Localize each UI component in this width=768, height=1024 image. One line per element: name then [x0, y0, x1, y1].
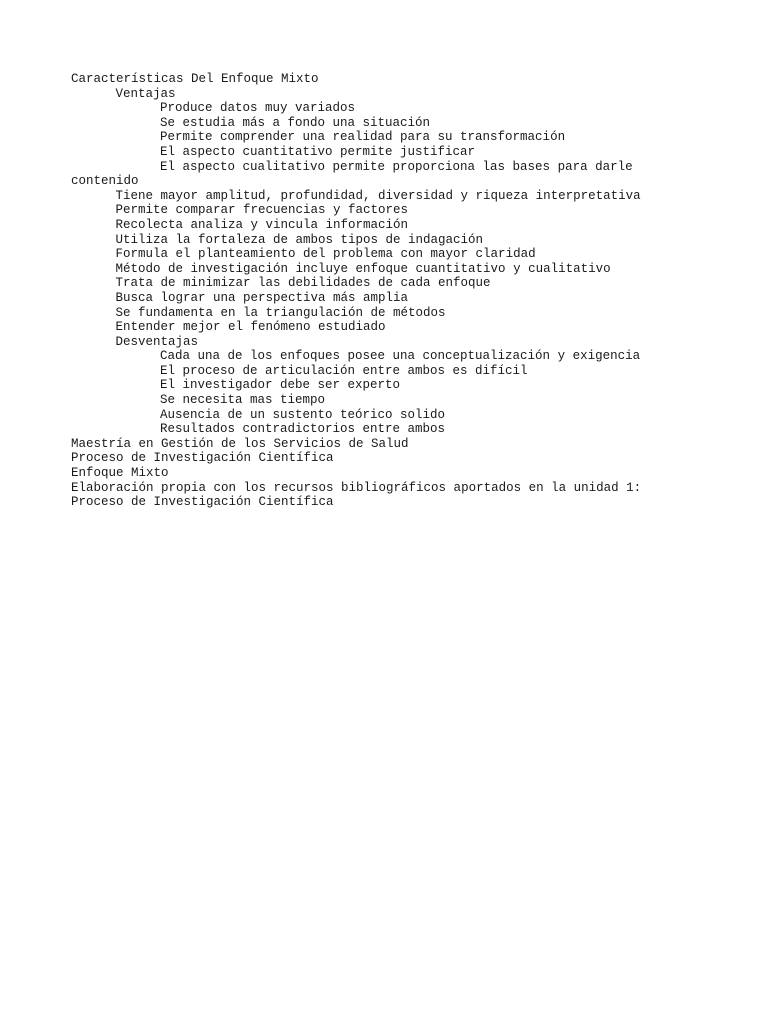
ventaja-item: Utiliza la fortaleza de ambos tipos de indagación: [115, 232, 484, 247]
desventaja-item: Se necesita mas tiempo: [160, 393, 326, 408]
ventaja-item: Se fundamenta en la triangulación de métodos: [115, 305, 446, 320]
footer-line: Maestría en Gestión de los Servicios de Salud: [71, 436, 409, 451]
document-page: [71, 72, 711, 510]
ventaja-item: Método de investigación incluye enfoque cuantitativo y cualitativo: [115, 261, 611, 276]
ventaja-item: Recolecta analiza y vincula información: [115, 217, 409, 232]
desventaja-item: El proceso de articulación entre ambos es difícil: [160, 363, 528, 378]
ventaja-sub-item: Produce datos muy variados: [160, 101, 356, 116]
ventaja-sub-item: El aspecto cuantitativo permite justificar: [160, 144, 476, 159]
ventaja-item: Entender mejor el fenómeno estudiado: [115, 320, 386, 335]
ventaja-item: Tiene mayor amplitud, profundidad, diversidad y riqueza interpretativa: [115, 188, 641, 203]
desventaja-item: Resultados contradictorios entre ambos: [160, 422, 446, 437]
footer-line: Enfoque Mixto: [71, 466, 169, 481]
document-title: Características Del Enfoque Mixto: [71, 72, 319, 86]
desventajas-heading: Desventajas: [115, 334, 199, 349]
ventajas-heading: Ventajas: [115, 86, 176, 101]
wrapped-continuation: contenido: [71, 174, 139, 189]
footer-line: Proceso de Investigación Científica: [71, 451, 334, 466]
ventaja-sub-item: Permite comprender una realidad para su transformación: [160, 130, 566, 145]
ventaja-sub-item: El aspecto cualitativo permite proporciona las bases para darle: [160, 159, 633, 174]
desventaja-item: Ausencia de un sustento teórico solido: [160, 407, 446, 422]
ventaja-sub-item: Se estudia más a fondo una situación: [160, 115, 431, 130]
ventaja-item: Busca lograr una perspectiva más amplia: [115, 290, 409, 305]
ventaja-item: Permite comparar frecuencias y factores: [115, 203, 409, 218]
ventaja-item: Trata de minimizar las debilidades de cada enfoque: [115, 276, 491, 291]
footer-line: Elaboración propia con los recursos bibliográficos aportados en la unidad 1:: [71, 480, 642, 495]
desventaja-item: Cada una de los enfoques posee una conceptualización y exigencia: [160, 349, 641, 364]
ventaja-item: Formula el planteamiento del problema con mayor claridad: [115, 247, 536, 262]
desventaja-item: El investigador debe ser experto: [160, 378, 401, 393]
footer-line: Proceso de Investigación Científica: [71, 495, 334, 510]
